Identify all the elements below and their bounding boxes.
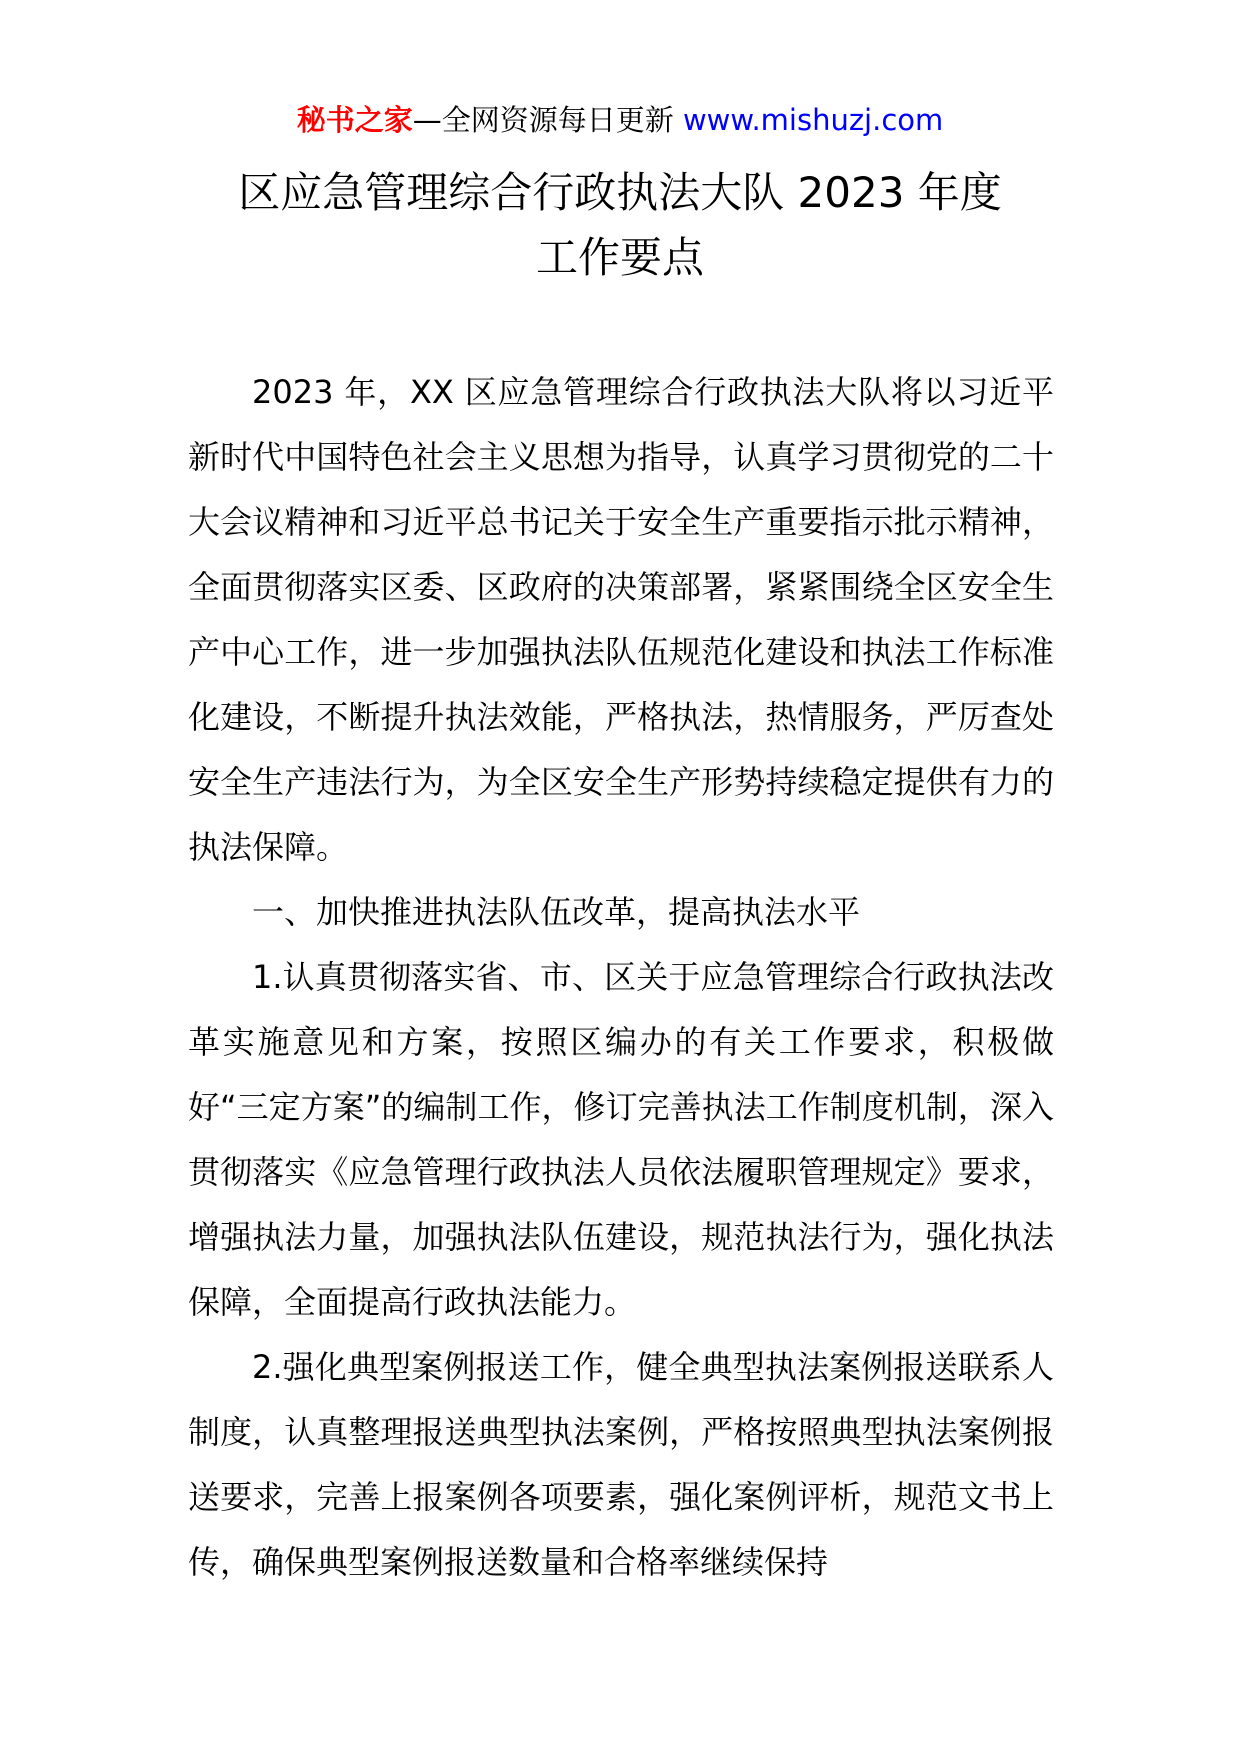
title-line-1: 区应急管理综合行政执法大队 2023 年度	[238, 168, 1002, 217]
brand-name: 秘书之家	[296, 103, 413, 137]
intro-paragraph: 2023 年，XX 区应急管理综合行政执法大队将以习近平新时代中国特色社会主义思想为指导，认真学习贯彻党的二十大会议精神和习近平总书记关于安全生产重要指示批示精神，全面贯彻落实区委、区政府的决策部署，紧紧围绕全区安全生产中心工作，进一步加强执法队伍规范化建设和执法工作标准化建设，不断提升执法效能，严格执法，热情服务，严厉查处安全生产违法行为，为全区安全生产形势持续稳定提供有力的执法保障。	[188, 373, 1054, 866]
site-header	[0, 100, 1240, 140]
section-heading: 一、加快推进执法队伍改革，提高执法水平	[252, 893, 861, 931]
header-tagline: —全网资源每日更新	[412, 103, 683, 137]
document-title	[0, 160, 1240, 290]
document-body	[188, 360, 1054, 1595]
item-paragraph-1: 1.认真贯彻落实省、市、区关于应急管理综合行政执法改革实施意见和方案，按照区编办的有关工作要求，积极做好“三定方案”的编制工作，修订完善执法工作制度机制，深入贯彻落实《应急管理行政执法人员依法履职管理规定》要求，增强执法力量，加强执法队伍建设，规范执法行为，强化执法保障，全面提高行政执法能力。	[188, 958, 1054, 1321]
site-url[interactable]: www.mishuzj.com	[682, 103, 944, 137]
item-paragraph-2: 2.强化典型案例报送工作，健全典型执法案例报送联系人制度，认真整理报送典型执法案例，严格按照典型执法案例报送要求，完善上报案例各项要素，强化案例评析，规范文书上传，确保典型案例报送数量和合格率继续保持	[188, 1348, 1054, 1581]
title-line-2: 工作要点	[535, 233, 704, 282]
